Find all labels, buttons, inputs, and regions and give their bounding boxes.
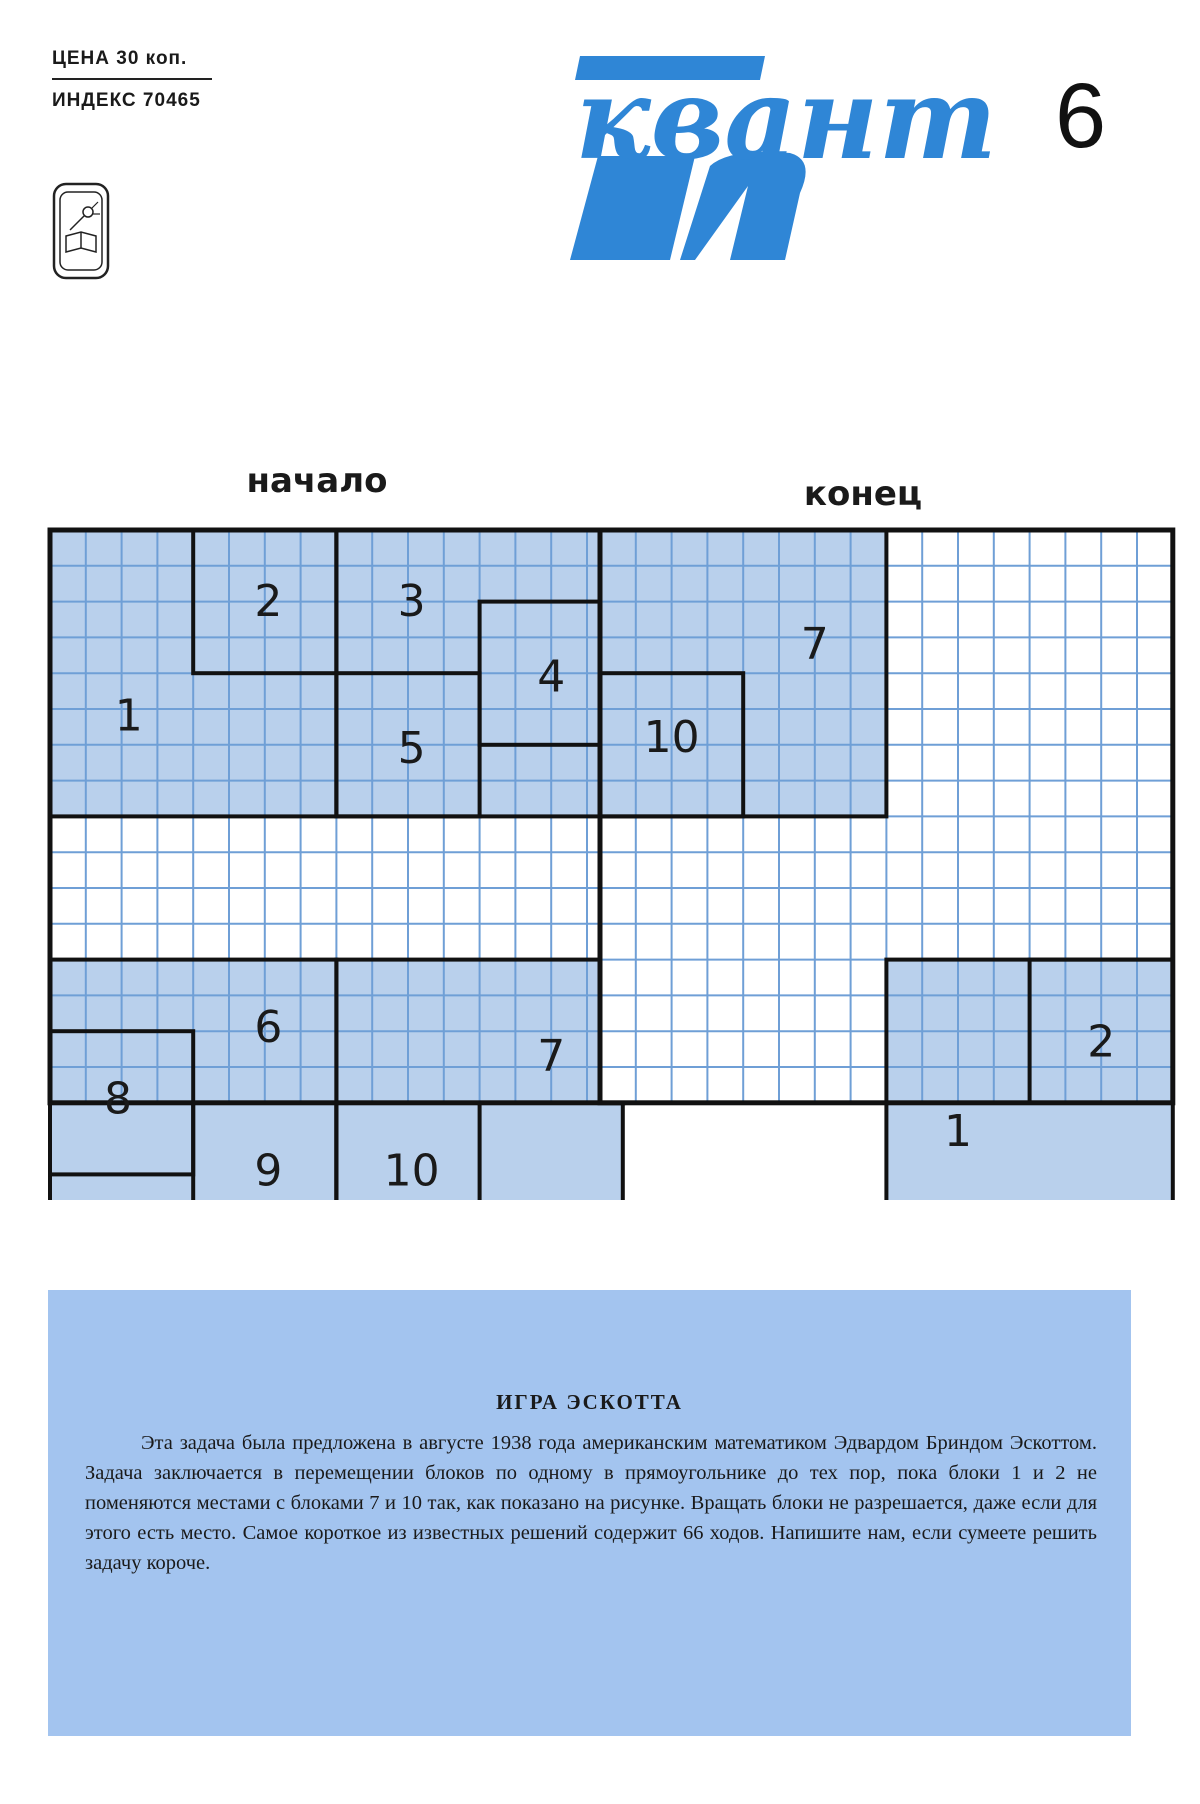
- block-number-label: 9: [254, 1145, 283, 1197]
- block-number-label: 7: [800, 619, 829, 671]
- article-title: ИГРА ЭСКОТТА: [496, 1390, 683, 1414]
- start-board: [50, 530, 623, 1200]
- kvant-logo: [560, 48, 1050, 268]
- block-number-label: 10: [643, 712, 700, 764]
- start-label: начало: [246, 461, 388, 501]
- publisher-emblem-icon: [52, 182, 110, 280]
- block-number-label: 2: [1087, 1016, 1116, 1068]
- logo-word: квант: [575, 54, 998, 185]
- block-number-label: 3: [397, 576, 426, 628]
- block-number-label: 6: [254, 1002, 283, 1054]
- block-number-label: 1: [114, 690, 143, 742]
- price-text: ЦЕНА 30 коп.: [52, 48, 188, 69]
- escott-puzzle-figure: [30, 460, 1190, 1200]
- article-text: Эта задача была предложена в августе 1938 года американским математиком Эдвардом Бриндом Эскоттом. Задача заключается в перемещении блоков по одному в прямоугольнике до тех пор, пока блоки 1 и 2 не поменяются местами с блоками 7 и 10 так, как показано на рисунке. Вращать блоки не разрешается, даже если для этого есть место. Самое короткое из известных решений содержит 66 ходов. Напишите нам, если сумеете решить задачу короче.: [85, 1432, 1097, 1574]
- info-box: [48, 1290, 1131, 1736]
- end-board: [600, 530, 1173, 1200]
- issue-number: 6: [1055, 65, 1107, 167]
- end-label: конец: [803, 474, 923, 514]
- price-divider: [52, 78, 212, 80]
- block-number-label: 1: [944, 1105, 972, 1157]
- index-text: ИНДЕКС 70465: [52, 90, 201, 111]
- block-number-label: 2: [254, 576, 283, 628]
- block-number-label: 7: [537, 1030, 566, 1082]
- block-number-label: 10: [383, 1145, 440, 1197]
- price-block: [52, 48, 212, 112]
- block-number-label: 5: [397, 722, 426, 774]
- block-number-label: 8: [104, 1073, 133, 1125]
- block-number-label: 4: [537, 651, 566, 703]
